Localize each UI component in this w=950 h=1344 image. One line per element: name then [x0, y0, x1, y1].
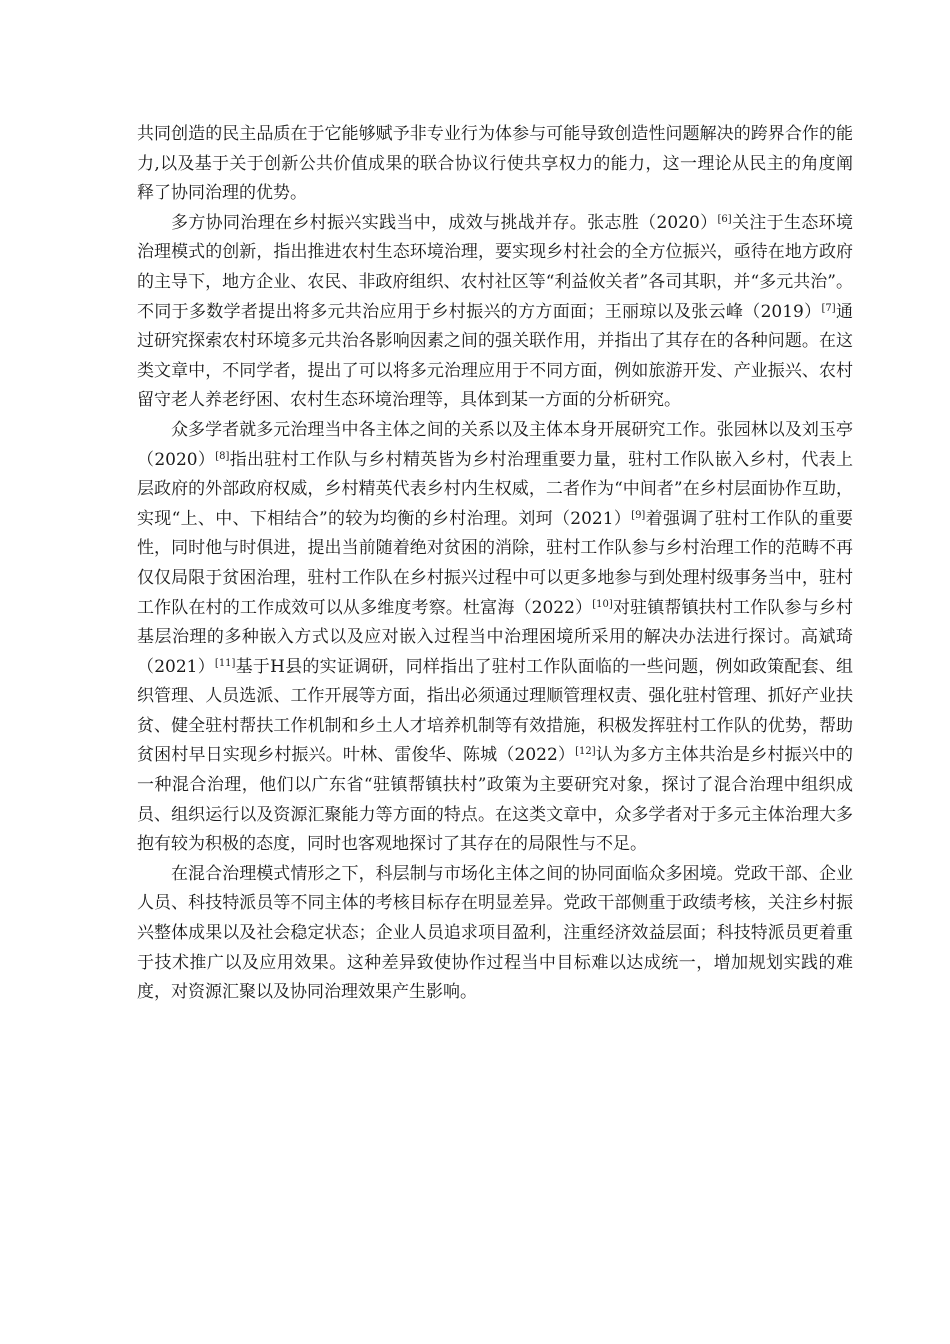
paragraph	[137, 860, 853, 1008]
paragraph-text: 在混合治理模式情形之下，科层制与市场化主体之间的协同面临众多困境。党政干部、企业人员、科技特派员等不同主体的考核目标存在明显差异。党政干部侧重于政绩考核，关注乡村振兴整体成果以及社会稳定状态；企业人员追求项目盈利，注重经济效益层面；科技特派员更着重于技术推广以及应用效果。这种差异致使协作过程当中目标难以达成统一，增加规划实践的难度，对资源汇聚以及协同治理效果产生影响。	[137, 863, 853, 1003]
citation-ref: [9]	[631, 509, 646, 521]
citation-ref: [8]	[215, 450, 230, 462]
paragraph-text: 认为多方主体共治是乡村振兴中的一种混合治理，他们以广东省“驻镇帮镇扶村”政策为主要研究对象，探讨了混合治理中组织成员、组织运行以及资源汇聚能力等方面的特点。在这类文章中，众多学者对于多元主体治理大多抱有较为积极的态度，同时也客观地探讨了其存在的局限性与不足。	[137, 745, 854, 855]
citation-ref: [7]	[821, 302, 836, 314]
paragraph-text: 多方协同治理在乡村振兴实践当中，成效与挑战并存。张志胜（2020）	[171, 212, 718, 233]
paragraph	[137, 209, 853, 416]
paragraph-text: 基于H县的实证调研，同样指出了驻村工作队面临的一些问题，例如政策配套、组织管理、人员选派、工作开展等方面，指出必须通过理顺管理权责、强化驻村管理、抓好产业扶贫、健全驻村帮扶工作机制和乡土人才培养机制等有效措施，积极发挥驻村工作队的优势，帮助贫困村早日实现乡村振兴。叶林、雷俊华、陈城（2022）	[137, 656, 854, 766]
citation-ref: [10]	[592, 598, 613, 610]
paragraph-text: 指出驻村工作队与乡村精英皆为乡村治理重要力量，驻村工作队嵌入乡村，代表上层政府的外部政府权威，乡村精英代表乡村内生权威，二者作为“中间者”在乡村层面协作互助，实现“上、中、下相结合”的较为均衡的乡村治理。刘珂（2021）	[137, 449, 854, 529]
paragraph	[137, 120, 853, 209]
document-page	[137, 120, 853, 1008]
paragraph-text: 众多学者就多元治理当中各主体之间的关系以及主体本身开展研究工作。张园林以及刘玉亭（2020）	[137, 419, 853, 470]
citation-ref: [12]	[575, 746, 596, 758]
paragraph-text: 共同创造的民主品质在于它能够赋予非专业行为体参与可能导致创造性问题解决的跨界合作的能力,以及基于关于创新公共价值成果的联合协议行使共享权力的能力，这一理论从民主的角度阐释了协同治理的优势。	[137, 124, 853, 204]
citation-ref: [11]	[214, 657, 236, 669]
paragraph-text: 对驻镇帮镇扶村工作队参与乡村基层治理的多种嵌入方式以及应对嵌入过程当中治理困境所采用的解决办法进行探讨。高斌琦（2021）	[137, 597, 854, 677]
paragraph	[137, 416, 853, 860]
citation-ref: [6]	[717, 213, 732, 225]
paragraph-text: 关注于生态环境治理模式的创新，指出推进农村生态环境治理，要实现乡村社会的全方位振兴，亟待在地方政府的主导下，地方企业、农民、非政府组织、农村社区等“利益攸关者”各司其职，并“多元共治”。不同于多数学者提出将多元共治应用于乡村振兴的方方面面；王丽琼以及张云峰（2019）	[137, 212, 854, 322]
paragraph-text: 通过研究探索农村环境多元共治各影响因素之间的强关联作用，并指出了其存在的各种问题。在这类文章中，不同学者，提出了可以将多元治理应用于不同方面，例如旅游开发、产业振兴、农村留守老人养老纾困、农村生态环境治理等，具体到某一方面的分析研究。	[137, 301, 854, 411]
paragraph-text: 着强调了驻村工作队的重要性，同时他与时俱进，提出当前随着绝对贫困的消除，驻村工作队参与乡村治理工作的范畴不再仅仅局限于贫困治理，驻村工作队在乡村振兴过程中可以更多地参与到处理村级事务当中，驻村工作队在村的工作成效可以从多维度考察。杜富海（2022）	[137, 508, 853, 618]
